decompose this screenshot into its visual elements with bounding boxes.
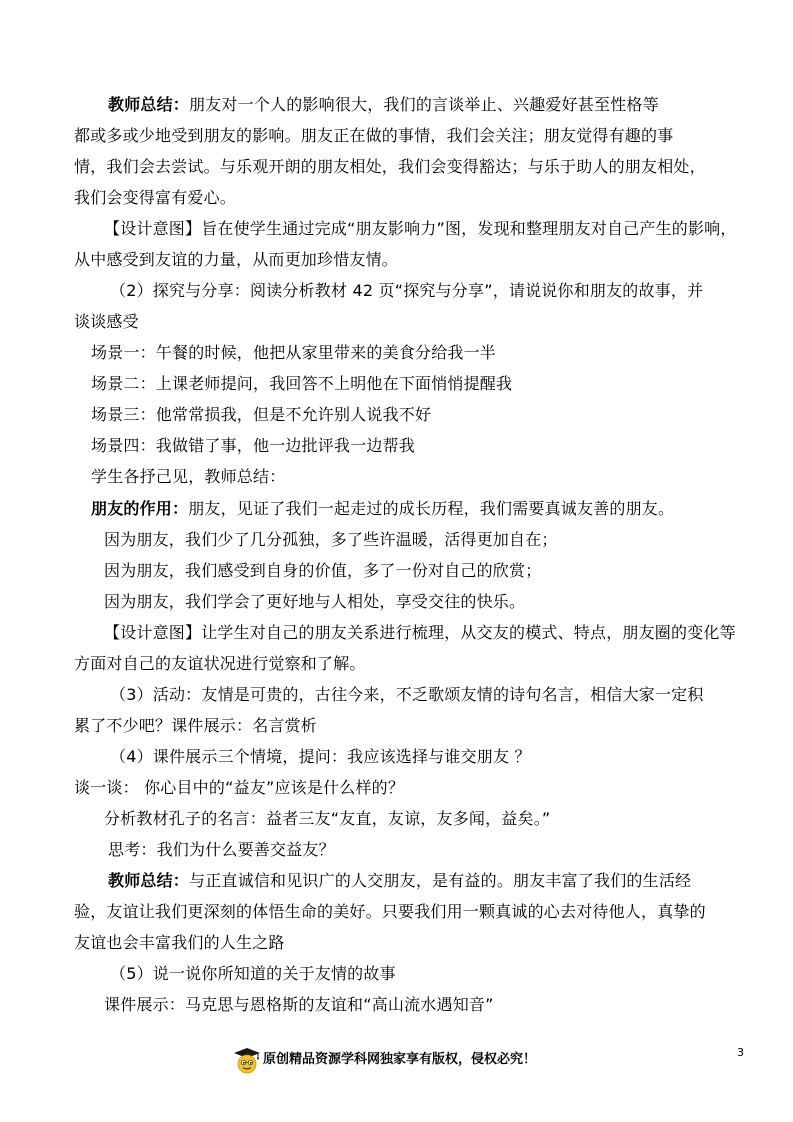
design-intent-line: 【设计意图】让学生对自己的朋友关系进行梳理，从交友的模式、特点，朋友圈的变化等 [104,623,736,642]
line-text: 累了不少吧？课件展示：名言赏析 [74,716,318,735]
copyright-text: 原创精品资源学科网独家享有版权，侵权必究！ [263,1052,537,1067]
line-text: 从中感受到友谊的力量，从而更加珍惜友情。 [74,250,399,269]
line-text: 学生各抒己见，教师总结： [91,467,286,486]
line-text: 方面对自己的友谊状况进行觉察和了解。 [74,654,366,673]
friend-role-label: 朋友的作用： [91,499,189,518]
line-text: 朋友，见证了我们一起走过的成长历程，我们需要真诚友善的朋友。 [188,499,675,518]
line-text: 我们会变得富有爱心。 [74,188,237,207]
line-text: 验，友谊让我们更深刻的体悟生命的美好。只要我们用一颗真诚的心去对待他人，真挚的 [74,902,706,921]
line-text: 场景二：上课老师提问，我回答不上明他在下面悄悄提醒我 [91,374,513,393]
line-text: 思考：我们为什么要善交益友？ [108,840,335,859]
line-text: 谈一谈： 你心目中的“益友”应该是什么样的？ [74,778,405,797]
line-text: （4）课件展示三个情境，提问：我应该选择与谁交朋友 ？ [110,747,531,766]
line-text: 谈谈感受 [74,312,139,331]
copyright-footer [232,1046,562,1074]
line-text: 因为朋友，我们感受到自身的价值，多了一份对自己的欣赏； [104,561,542,580]
line-text: （2）探究与分享：阅读分析教材 42 页“探究与分享”，请说说你和朋友的故事，并 [110,281,704,300]
line-text: 因为朋友，我们少了几分孤独，多了些许温暖，活得更加自在； [104,530,558,549]
graduate-smiley-icon [232,1046,262,1074]
line-text: 友谊也会丰富我们的人生之路 [74,933,285,952]
line-text: 因为朋友，我们学会了更好地与人相处，享受交往的快乐。 [104,592,526,611]
teacher-summary-label: 教师总结： [108,871,190,890]
line-text: 场景四：我做错了事，他一边批评我一边帮我 [91,436,416,455]
teacher-summary-label: 教师总结： [108,95,190,114]
design-intent-line: 【设计意图】旨在使学生通过完成“朋友影响力”图，发现和整理朋友对自己产生的影响， [104,219,737,238]
page-number: 3 [737,1046,744,1059]
line-text: （5）说一说你所知道的关于友情的故事 [110,964,396,983]
line-text: （3）活动：友情是可贵的，古往今来，不乏歌颂友情的诗句名言，相信大家一定积 [110,685,704,704]
line-text: 都或多或少地受到朋友的影响。朋友正在做的事情，我们会关注；朋友觉得有趣的事 [74,126,674,145]
line-text: 场景三：他常常损我，但是不允许别人说我不好 [91,405,432,424]
line-text: 朋友对一个人的影响很大，我们的言谈举止、兴趣爱好甚至性格等 [189,95,659,114]
line-text: 分析教材孔子的名言：益者三友“友直，友谅，友多闻，益矣。” [104,809,551,828]
line-text: 场景一：午餐的时候，他把从家里带来的美食分给我一半 [91,343,497,362]
line-text: 课件展示：马克思与恩格斯的友谊和“高山流水遇知音” [104,995,494,1014]
line-text: 与正直诚信和见识广的人交朋友，是有益的。朋友丰富了我们的生活经 [189,871,692,890]
line-text: 情，我们会去尝试。与乐观开朗的朋友相处，我们会变得豁达；与乐于助人的朋友相处， [74,157,706,176]
